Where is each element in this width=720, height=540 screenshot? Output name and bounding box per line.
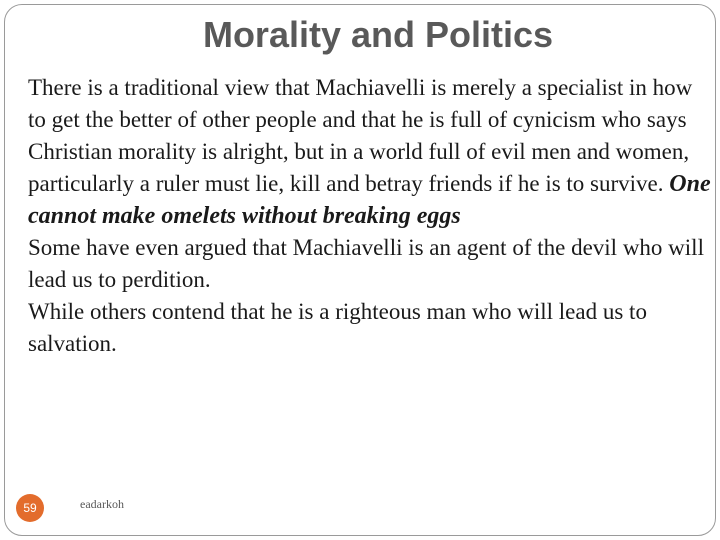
bullet-item-1 — [12, 72, 712, 232]
bullet-item-2 — [12, 232, 712, 296]
bullet-text: Some have even argued that Machiavelli is an agent of the devil who will lead us to perdition. — [28, 235, 704, 292]
bullet-list — [12, 72, 712, 360]
slide-number-badge: 59 — [16, 494, 44, 522]
bullet-item-3 — [12, 296, 712, 360]
bullet-text: There is a traditional view that Machiavelli is merely a specialist in how to get the better of other people and that he is full of cynicism who says Christian morality is alright, but in a world full of evil men and women, particularly a ruler must lie, kill and betray friends if he is to survive. — [28, 75, 693, 196]
bullet-text: While others contend that he is a righteous man who will lead us to salvation. — [28, 299, 647, 356]
bullet-emphasis: One cannot make omelets without breaking eggs — [28, 171, 711, 229]
footer-author: eadarkoh — [80, 497, 124, 511]
slide-title: Morality and Politics — [202, 14, 554, 55]
